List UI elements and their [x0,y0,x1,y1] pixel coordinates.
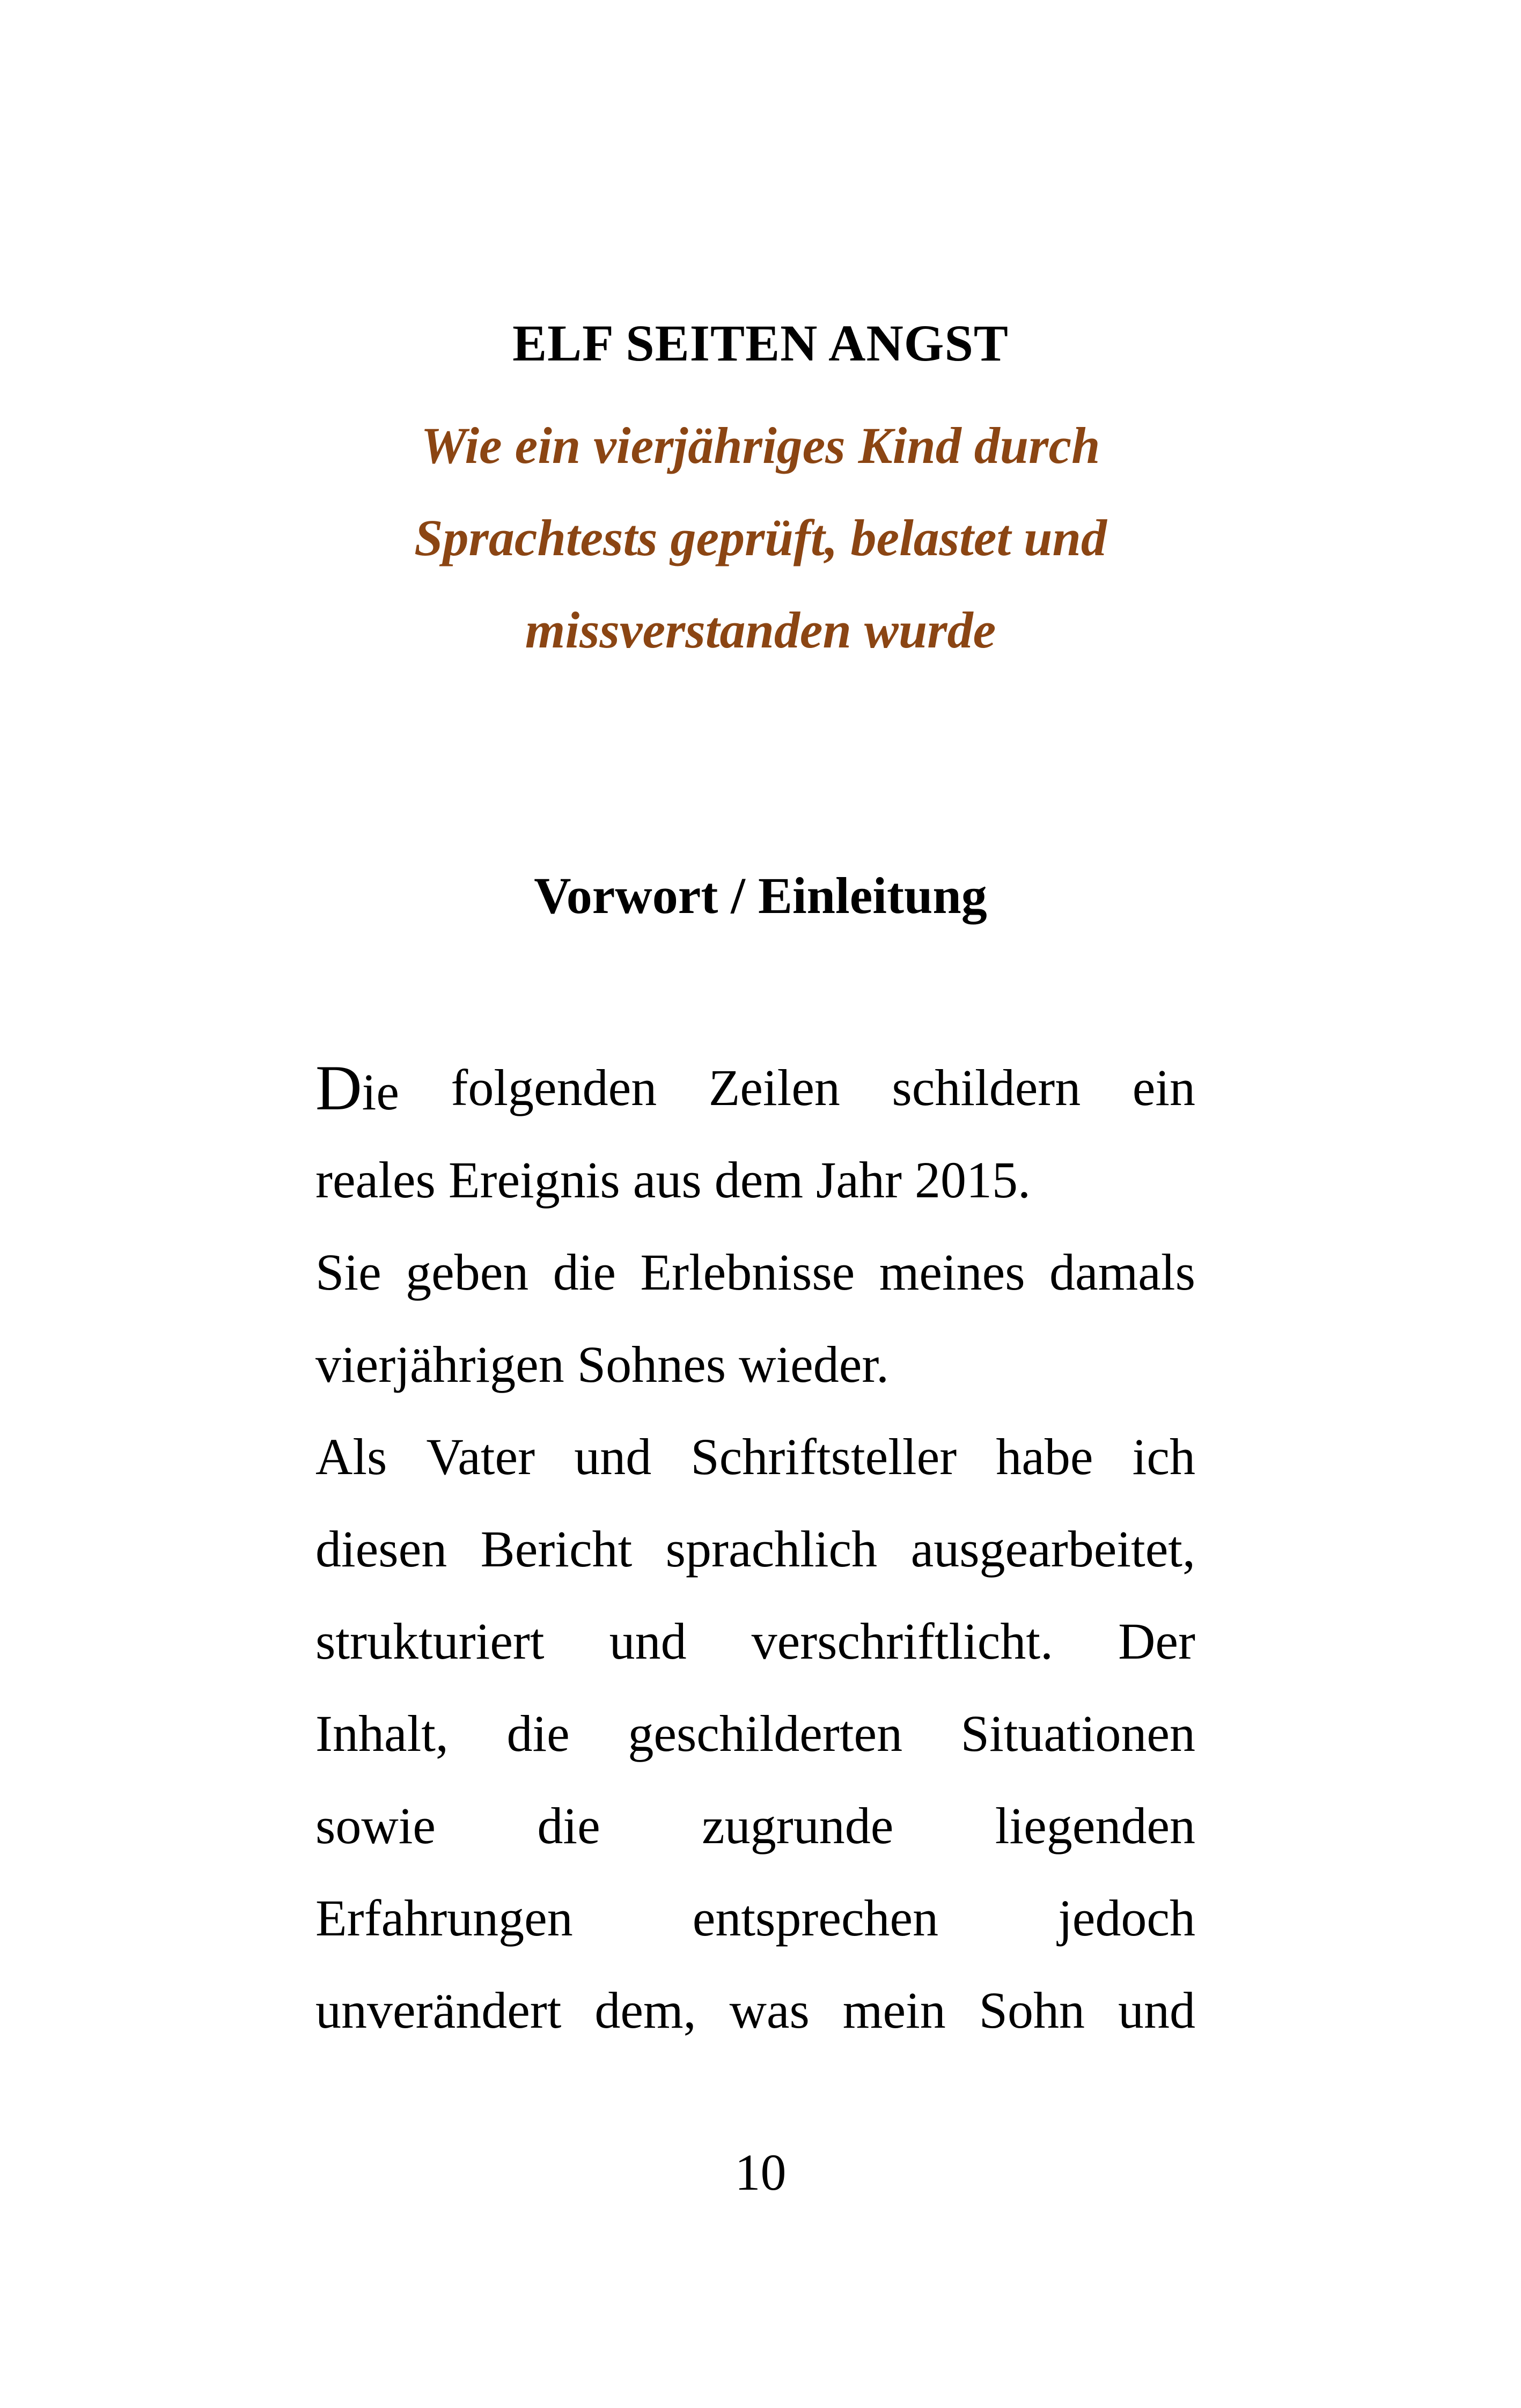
body-paragraph [315,1042,1195,2057]
body-line [315,1042,1195,1134]
body-word: vierjährigen Sohnes wieder. [315,1336,890,1393]
body-word: Zeilen [708,1059,840,1116]
section-heading: Vorwort / Einleitung [534,867,987,924]
body-word: Sie [315,1243,381,1301]
book-title: ELF SEITEN ANGST [512,314,1009,372]
body-word: liegenden [995,1797,1195,1854]
body-word: verschriftlicht. [751,1612,1054,1670]
body-word: Der [1118,1612,1195,1670]
body-word: Erfahrungen [315,1889,573,1947]
body-word: dem, [594,1982,696,2039]
body-word: Bericht [480,1520,633,1578]
body-word: folgenden [451,1059,657,1116]
body-line [315,1595,1195,1688]
body-word: damals [1049,1243,1195,1301]
body-word: Vater [426,1428,535,1485]
body-line [315,1411,1195,1503]
body-word: ein [1132,1059,1195,1116]
body-line [315,1688,1195,1780]
body-word: unverändert [315,1982,562,2039]
body-word: ie [362,1063,399,1121]
body-word: Inhalt, [315,1705,449,1762]
first-word [315,1042,399,1134]
subtitle-line: Sprachtests geprüft, belastet und [414,509,1107,566]
body-word: reales Ereignis aus dem Jahr 2015. [315,1151,1031,1209]
body-word: geben [406,1243,529,1301]
body-word: und [574,1428,652,1485]
body-word: was [729,1982,810,2039]
body-line [315,1319,1195,1411]
page-number: 10 [734,2144,787,2201]
body-word: ich [1132,1428,1195,1485]
body-word: schildern [892,1059,1081,1116]
body-line [315,1134,1195,1226]
body-word: sprachlich [665,1520,878,1578]
body-line [315,1226,1195,1319]
subtitle-line: Wie ein vierjähriges Kind durch [421,417,1100,474]
body-word: die [537,1797,600,1854]
book-subtitle [300,400,1221,676]
body-line [315,1872,1195,1964]
body-word: strukturiert [315,1612,545,1670]
body-line [315,1780,1195,1872]
body-word: und [1118,1982,1195,2039]
body-word: Situationen [960,1705,1195,1762]
body-word: geschilderten [628,1705,903,1762]
body-word: Sohn [979,1982,1085,2039]
body-word: Erlebnisse [640,1243,855,1301]
body-word: diesen [315,1520,447,1578]
drop-cap: D [315,1052,362,1123]
body-word: die [553,1243,616,1301]
body-line [315,1503,1195,1595]
body-word: ausgearbeitet, [910,1520,1195,1578]
body-word: entsprechen [692,1889,939,1947]
body-word: mein [842,1982,946,2039]
body-word: jedoch [1058,1889,1195,1947]
body-word: Schriftsteller [690,1428,957,1485]
body-word: habe [996,1428,1093,1485]
body-word: Als [315,1428,387,1485]
body-word: zugrunde [702,1797,894,1854]
subtitle-line: missverstanden wurde [525,601,996,659]
body-word: sowie [315,1797,436,1854]
body-line [315,1964,1195,2057]
body-word: die [506,1705,570,1762]
body-word: meines [879,1243,1025,1301]
body-word: und [609,1612,687,1670]
